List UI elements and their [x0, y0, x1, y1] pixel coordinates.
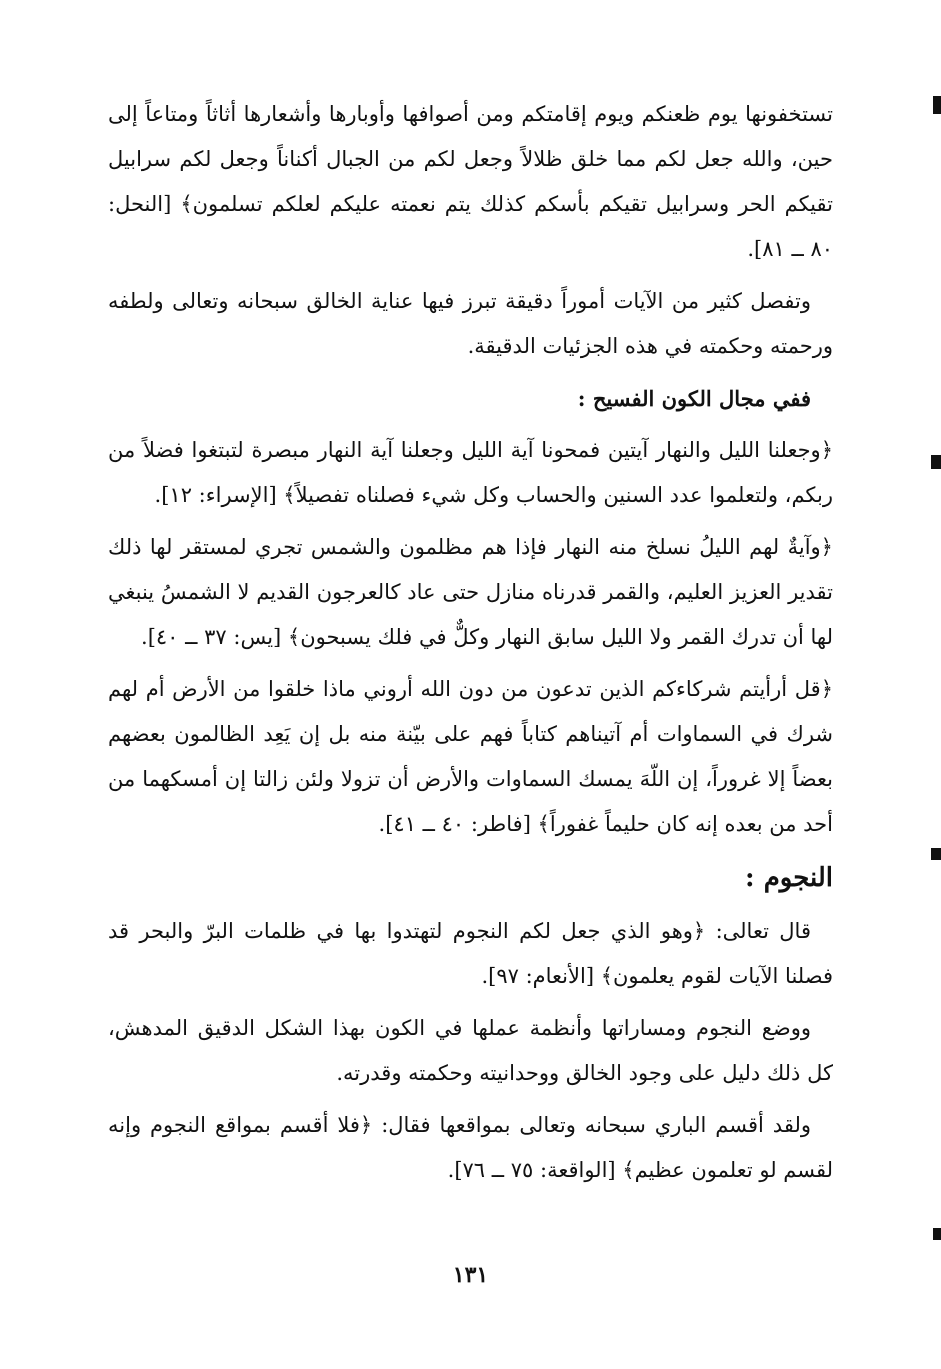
- scan-mark-middle: [931, 455, 941, 469]
- paragraph-stars-orbits: ووضع النجوم ومساراتها وأنظمة عملها في الكون بهذا الشكل الدقيق المدهش، كل ذلك دليل على وجود الخالق ووحدانيته وحكمته وقدرته.: [108, 1016, 833, 1085]
- paragraph-verses-detail: وتفصل كثير من الآيات أموراً دقيقة تبرز فيها عناية الخالق سبحانه وتعالى ولطفه ورحمته وحكمته في هذه الجزئيات الدقيقة.: [108, 289, 833, 358]
- section-heading-stars: النجوم :: [745, 863, 833, 893]
- scan-mark-top: [933, 96, 941, 114]
- paragraph-fatir-verse: ﴿قل أرأيتم شركاءكم الذين تدعون من دون الله أروني ماذا خلقوا من الأرض أم لهم شرك في السماوات أم آتيناهم كتاباً فهم على بيّنة منه بل إن يَعِد الظالمون بعضهم بعضاً إلا غروراً، إن اللّهَ يمسك السماوات والأرض أن تزولا ولئن زالتا إن أمسكهما من أحد من بعده إنه كان حليماً غفوراً﴾ [فاطر: ٤٠ ــ ٤١].: [108, 677, 833, 836]
- section-label-universe: ففي مجال الكون الفسيح :: [577, 386, 811, 411]
- paragraph-nahl-verse: تستخفونها يوم ظعنكم ويوم إقامتكم ومن أصوافها وأوبارها وأشعارها أثاثاً ومتاعاً إلى حين، والله جعل لكم مما خلق ظلالاً وجعل لكم من الجبال أكناناً وجعل لكم سرابيل تقيكم الحر وسرابيل تقيكم بأسكم كذلك يتم نعمته عليكم لعلكم تسلمون﴾ [النحل: ٨٠ ــ ٨١].: [108, 102, 833, 261]
- scan-mark-lower: [931, 848, 941, 860]
- scan-mark-bottom: [933, 1228, 941, 1240]
- paragraph-isra-verse: ﴿وجعلنا الليل والنهار آيتين فمحونا آية الليل وجعلنا آية النهار مبصرة لتبتغوا فضلاً من ربكم، ولتعلموا عدد السنين والحساب وكل شيء فصلناه تفصيلاً﴾ [الإسراء: ١٢].: [108, 438, 833, 507]
- paragraph-yasin-verse: ﴿وآيةٌ لهم الليلُ نسلخ منه النهار فإذا هم مظلمون والشمس تجري لمستقر لها ذلك تقدير العزيز العليم، والقمر قدرناه منازل حتى عاد كالعرجون القديم لا الشمسُ ينبغي لها أن تدرك القمر ولا الليل سابق النهار وكلٌّ في فلك يسبحون﴾ [يس: ٣٧ ــ ٤٠].: [108, 535, 833, 649]
- paragraph-anam-verse: قال تعالى: ﴿وهو الذي جعل لكم النجوم لتهتدوا بها في ظلمات البرّ والبحر قد فصلنا الآيات لقوم يعلمون﴾ [الأنعام: ٩٧].: [108, 919, 833, 988]
- paragraph-waqia-verse: ولقد أقسم الباري سبحانه وتعالى بمواقعها فقال: ﴿فلا أقسم بمواقع النجوم وإنه لقسم لو تعلمون عظيم﴾ [الواقعة: ٧٥ ــ ٧٦].: [108, 1113, 833, 1182]
- page-number: ١٣١: [452, 1262, 489, 1288]
- main-text: [108, 92, 833, 1200]
